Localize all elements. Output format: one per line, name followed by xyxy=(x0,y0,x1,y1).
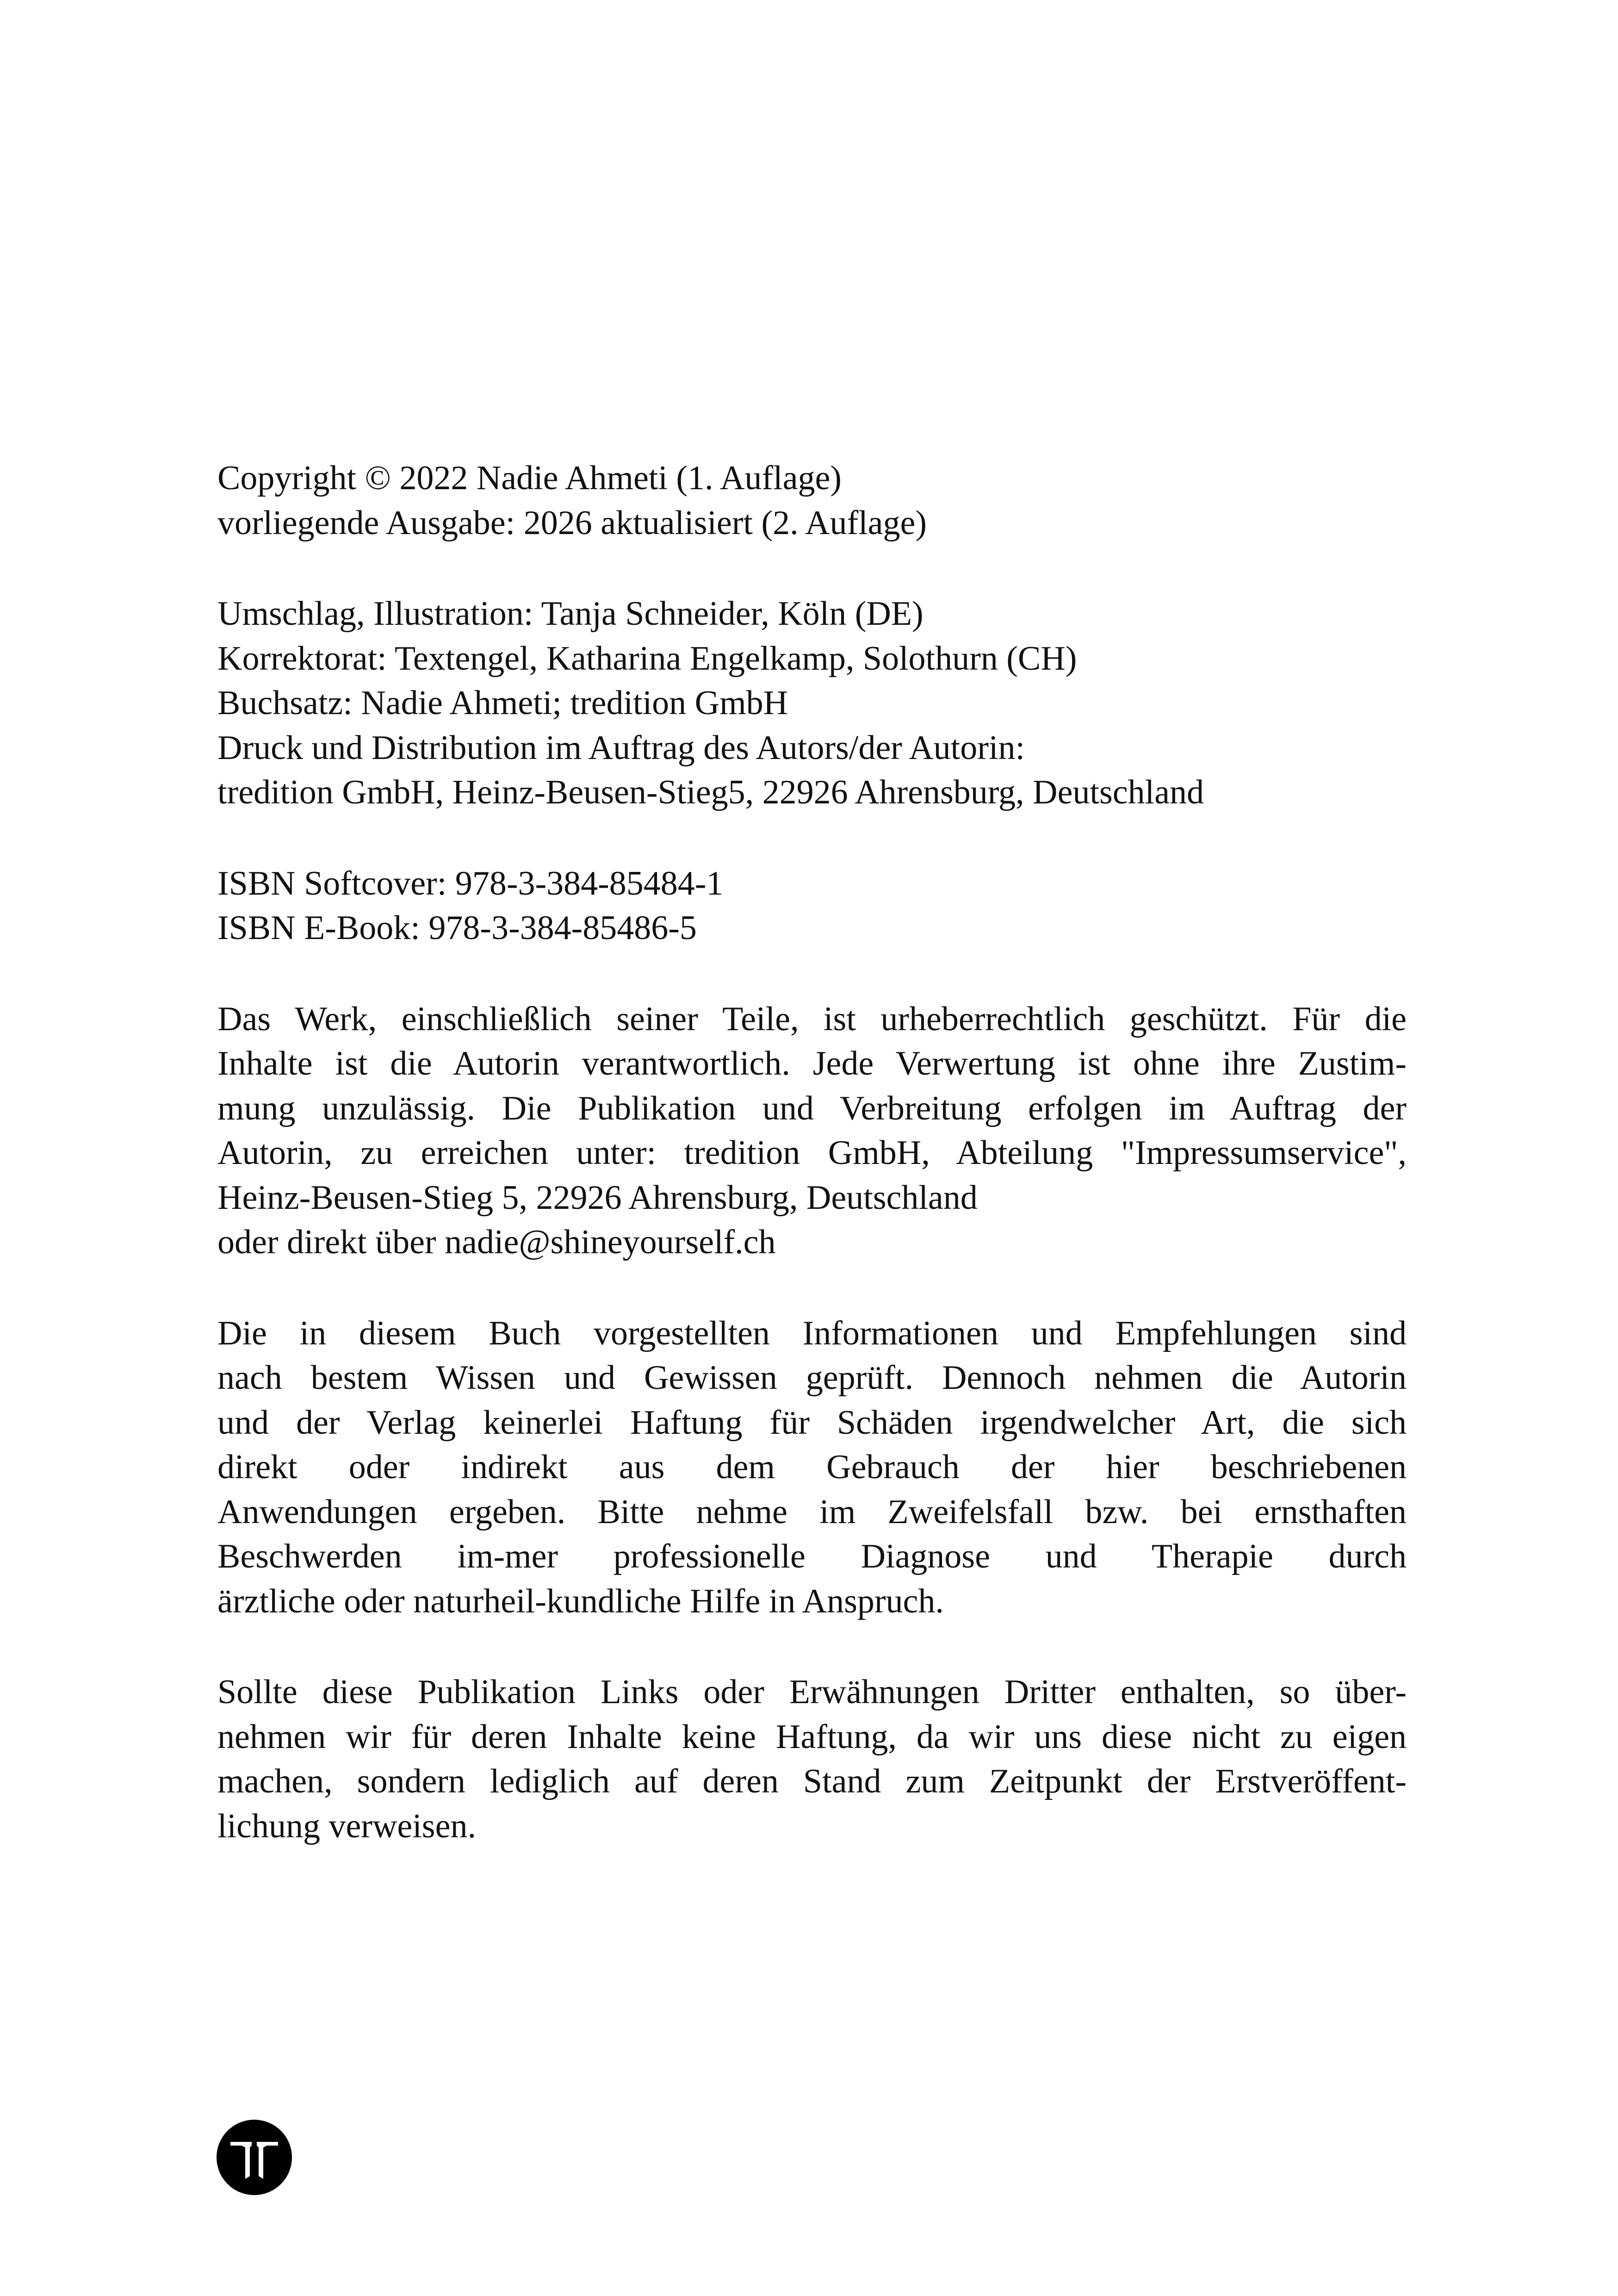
rights-paragraph xyxy=(217,997,1407,1265)
rights-line: Das Werk, einschließlich seiner Teile, ist urheberrechtlich geschützt. Für die xyxy=(217,1000,1407,1038)
disclaimer-paragraph xyxy=(217,1311,1407,1624)
typesetting-credit: Buchsatz: Nadie Ahmeti; tredition GmbH xyxy=(217,684,788,722)
disclaimer-line: und der Verlag keinerlei Haftung für Schäden irgendwelcher Art, die sich xyxy=(217,1403,1407,1442)
imprint-content xyxy=(217,456,1407,1848)
disclaimer-line: ärztliche oder naturheil-kundliche Hilfe in Anspruch. xyxy=(217,1582,944,1620)
copyright-line: Copyright © 2022 Nadie Ahmeti (1. Auflage) xyxy=(217,459,842,497)
rights-line: mung unzulässig. Die Publikation und Verbreitung erfolgen im Auftrag der xyxy=(217,1089,1407,1127)
disclaimer-line: nach bestem Wissen und Gewissen geprüft. Dennoch nehmen die Autorin xyxy=(217,1359,1407,1397)
edition-line: vorliegende Ausgabe: 2026 aktualisiert (2. Auflage) xyxy=(217,504,927,542)
links-line: machen, sondern lediglich auf deren Stand zum Zeitpunkt der Erstveröffent- xyxy=(217,1762,1407,1800)
disclaimer-line: Beschwerden im-mer professionelle Diagnose und Therapie durch xyxy=(217,1537,1407,1575)
publisher-logo-icon xyxy=(217,2120,292,2195)
print-distribution-line: Druck und Distribution im Auftrag des Autors/der Autorin: xyxy=(217,728,1025,767)
credits-block xyxy=(217,591,1407,815)
links-line: Sollte diese Publikation Links oder Erwähnungen Dritter enthalten, so über- xyxy=(217,1673,1407,1711)
disclaimer-line: Die in diesem Buch vorgestellten Informationen und Empfehlungen sind xyxy=(217,1314,1407,1352)
links-line: nehmen wir für deren Inhalte keine Haftung, da wir uns diese nicht zu eigen xyxy=(217,1717,1407,1756)
isbn-ebook: ISBN E-Book: 978-3-384-85486-5 xyxy=(217,909,697,947)
contact-email-line: oder direkt über nadie@shineyourself.ch xyxy=(217,1223,776,1261)
links-paragraph xyxy=(217,1670,1407,1848)
disclaimer-line: direkt oder indirekt aus dem Gebrauch der hier beschriebenen xyxy=(217,1448,1407,1486)
isbn-block xyxy=(217,861,1407,951)
publisher-address-line: tredition GmbH, Heinz-Beusen-Stieg5, 22926 Ahrensburg, Deutschland xyxy=(217,773,1204,811)
proofreading-credit: Korrektorat: Textengel, Katharina Engelkamp, Solothurn (CH) xyxy=(217,639,1077,678)
isbn-softcover: ISBN Softcover: 978-3-384-85484-1 xyxy=(217,864,724,902)
disclaimer-line: Anwendungen ergeben. Bitte nehme im Zweifelsfall bzw. bei ernsthaften xyxy=(217,1493,1407,1531)
cover-credit: Umschlag, Illustration: Tanja Schneider, Köln (DE) xyxy=(217,595,924,633)
rights-line: Inhalte ist die Autorin verantwortlich. Jede Verwertung ist ohne ihre Zustim- xyxy=(217,1045,1407,1083)
copyright-block xyxy=(217,456,1407,545)
rights-line: Autorin, zu erreichen unter: tredition GmbH, Abteilung "Impressumservice", xyxy=(217,1134,1407,1172)
links-line: lichung verweisen. xyxy=(217,1807,476,1845)
rights-line: Heinz-Beusen-Stieg 5, 22926 Ahrensburg, Deutschland xyxy=(217,1178,978,1217)
